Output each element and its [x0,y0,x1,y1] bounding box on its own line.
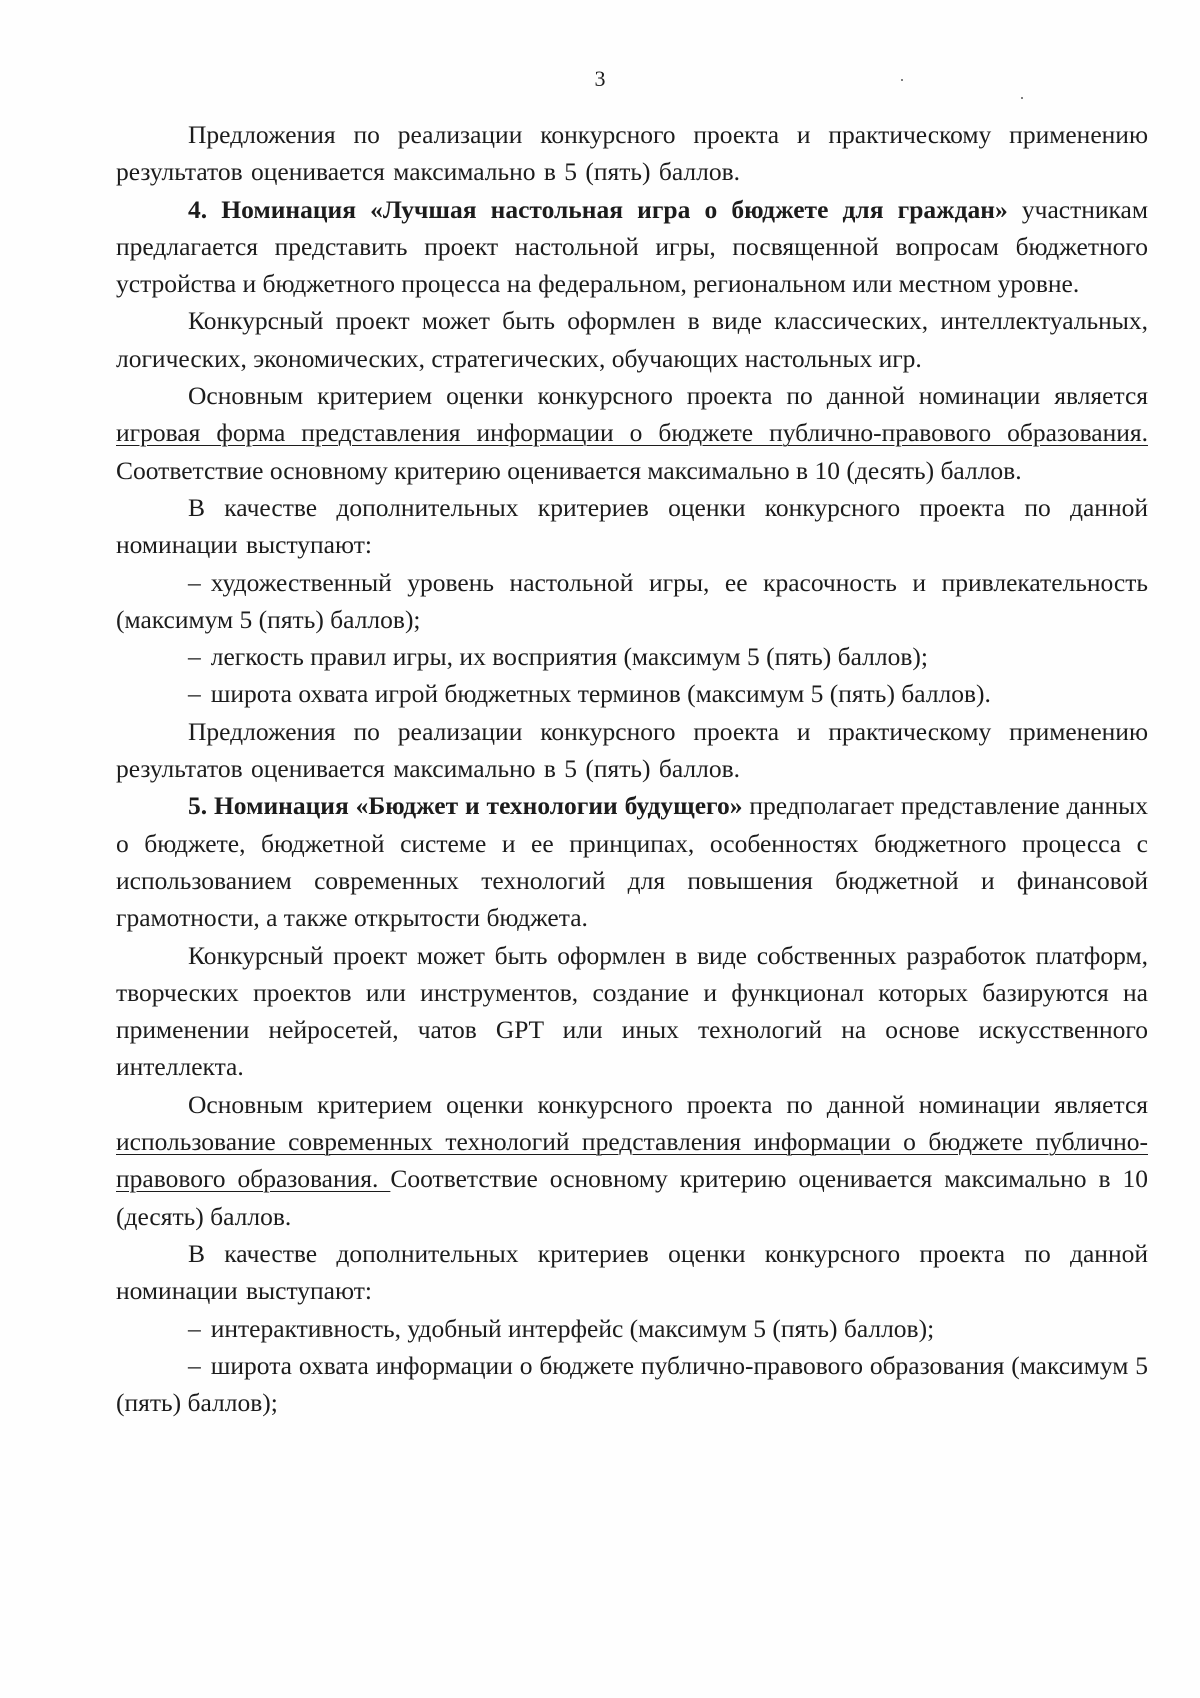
paragraph-proposals-1 [116,116,1148,191]
list-item [116,1347,1148,1422]
underlined-criterion: использование современных технологий представления информации о бюджете публично-правового образования. [116,1127,1148,1194]
scan-speck [901,79,903,81]
paragraph-text: Конкурсный проект может быть оформлен в виде классических, интеллектуальных, логических, экономических, стратегических, обучающих настольных игр. [116,306,1148,373]
paragraph-nomination-5 [116,787,1148,936]
paragraph-project-format-5 [116,937,1148,1086]
paragraph-extra-criteria-5 [116,1235,1148,1310]
document-body [116,116,1148,1421]
paragraph-text: Основным критерием оценки конкурсного проекта по данной номинации является [188,381,1148,411]
paragraph-text: Предложения по реализации конкурсного проекта и практическому применению результатов оценивается максимально в 5 (пять) баллов. [116,716,1148,784]
paragraph-text: предполагает представление данных о бюджете, бюджетной системе и ее принципах, особенностях бюджетного процесса с использованием современных технологий для повышения бюджетной и финансовой грамотности, а также открытости бюджета. [116,791,1148,933]
list-item-text: художественный уровень настольной игры, ее красочность и привлекательность (максимум 5 (пять) баллов); [116,567,1148,634]
dash-bullet: – [188,679,201,709]
paragraph-extra-criteria-4 [116,489,1148,564]
page-number: 3 [594,66,606,91]
paragraph-main-criterion-4 [116,377,1148,489]
paragraph-nomination-4 [116,191,1148,303]
list-item [116,638,1148,675]
nomination-5-title: 5. Номинация «Бюджет и технологии будущего» [188,791,743,821]
paragraph-text: Конкурсный проект может быть оформлен в виде собственных разработок платформ, творческих проектов или инструментов, создание и функционал которых базируются на применении нейросетей, чатов GPT или иных технологий на основе искусственного интеллекта. [116,940,1148,1082]
paragraph-text: Основным критерием оценки конкурсного проекта по данной номинации является [188,1089,1148,1119]
list-item-text: широта охвата информации о бюджете публично-правового образования (максимум 5 (пять) баллов); [116,1350,1148,1418]
dash-bullet: – [188,1350,201,1380]
dash-bullet: – [188,642,201,672]
scan-speck [1021,97,1023,99]
list-item-text: легкость правил игры, их восприятия (максимум 5 (пять) баллов); [210,642,928,672]
paragraph-text: В качестве дополнительных критериев оценки конкурсного проекта по данной номинации выступают: [116,1238,1148,1306]
paragraph-text: Предложения по реализации конкурсного проекта и практическому применению результатов оценивается максимально в 5 (пять) баллов. [116,120,1148,187]
paragraph-project-format-4 [116,302,1148,377]
list-item-text: широта охвата игрой бюджетных терминов (максимум 5 (пять) баллов). [210,679,991,709]
paragraph-proposals-2 [116,713,1148,788]
nomination-4-title: 4. Номинация «Лучшая настольная игра о бюджете для граждан» [188,194,1008,224]
paragraph-text: В качестве дополнительных критериев оценки конкурсного проекта по данной номинации выступают: [116,492,1148,560]
list-item [116,1310,1148,1347]
paragraph-main-criterion-5 [116,1086,1148,1235]
paragraph-text: Соответствие основному критерию оценивается максимально в 10 (десять) баллов. [116,455,1022,485]
list-item [116,564,1148,639]
underlined-criterion: игровая форма представления информации о бюджете публично-правового образования. [116,418,1148,448]
list-item-text: интерактивность, удобный интерфейс (максимум 5 (пять) баллов); [210,1313,935,1343]
list-item [116,675,1148,712]
paragraph-text: Соответствие основному критерию оценивается максимально в 10 (десять) баллов. [116,1164,1148,1231]
dash-bullet: – [188,1313,201,1343]
paragraph-text: участникам предлагается представить проект настольной игры, посвященной вопросам бюджетного устройства и бюджетного процесса на федеральном, региональном или местном уровне. [116,194,1148,299]
dash-bullet: – [188,567,201,597]
